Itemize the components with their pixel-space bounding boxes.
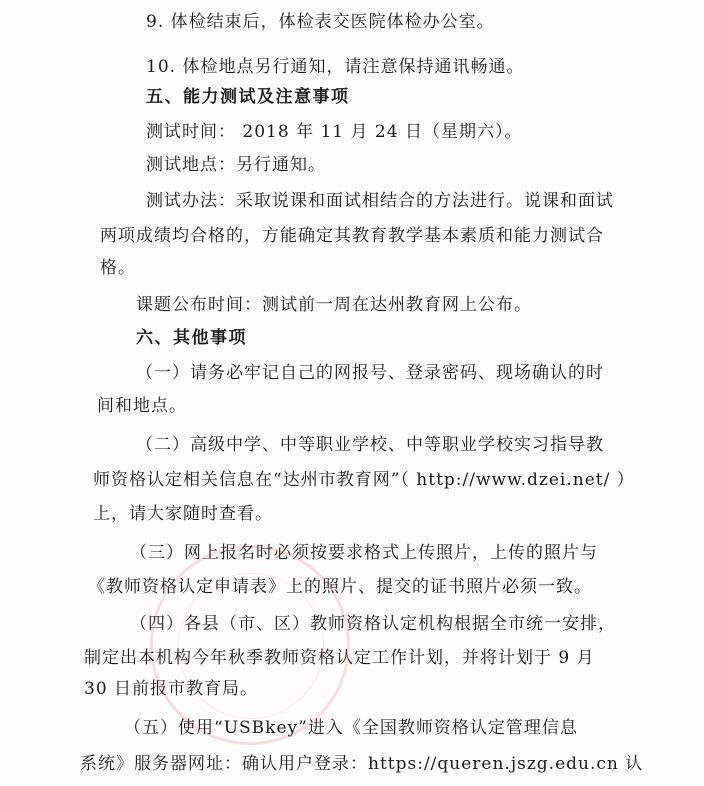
line-item-4-c: 30 日前报市教育局。: [84, 679, 259, 699]
line-1: 9. 体检结束后，体检表交医院体检办公室。: [146, 12, 495, 32]
line-test-method-3: 格。: [100, 258, 136, 278]
line-topic-publish: 课题公布时间：测试前一周在达州教育网上公布。: [136, 295, 532, 315]
line-test-location: 测试地点：另行通知。: [146, 155, 326, 175]
line-item-4-a: （四）各县（市、区）教师资格认定机构根据全市统一安排，: [130, 614, 616, 634]
line-item-1-a: （一）请务必牢记自己的网报号、登录密码、现场确认的时: [136, 363, 604, 383]
line-test-method-2: 两项成绩均合格的，方能确定其教育教学基本素质和能力测试合: [100, 226, 604, 246]
line-item-2-a: （二）高级中学、中等职业学校、中等职业学校实习指导教: [136, 435, 604, 455]
section-six-heading: 六、其他事项: [136, 328, 247, 348]
line-item-2-b: 师资格认定相关信息在“达州市教育网”（ http://www.dzei.net/ ）: [93, 470, 635, 490]
line-item-3-b: 《教师资格认定申请表》上的照片、提交的证书照片必须一致。: [88, 577, 592, 597]
line-item-4-b: 制定出本机构今年秋季教师资格认定工作计划，并将计划于 9 月: [84, 648, 595, 668]
line-item-3-a: （三）网上报名时必须按要求格式上传照片，上传的照片与: [130, 543, 598, 563]
section-five-heading: 五、能力测试及注意事项: [146, 87, 350, 107]
line-test-time: 测试时间： 2018 年 11 月 24 日（星期六）。: [146, 122, 523, 142]
line-test-method-1: 测试办法：采取说课和面试相结合的方法进行。说课和面试: [146, 191, 614, 211]
line-item-2-c: 上，请大家随时查看。: [93, 504, 273, 524]
line-item-1-b: 间和地点。: [97, 396, 187, 416]
line-item-5-a: （五）使用“USBkey”进入《全国教师资格认定管理信息: [124, 718, 578, 738]
line-2: 10. 体检地点另行通知，请注意保持通讯畅通。: [146, 57, 525, 77]
line-item-5-b: 系统》服务器网址：确认用户登录：https://queren.jszg.edu.cn 认: [80, 754, 644, 774]
